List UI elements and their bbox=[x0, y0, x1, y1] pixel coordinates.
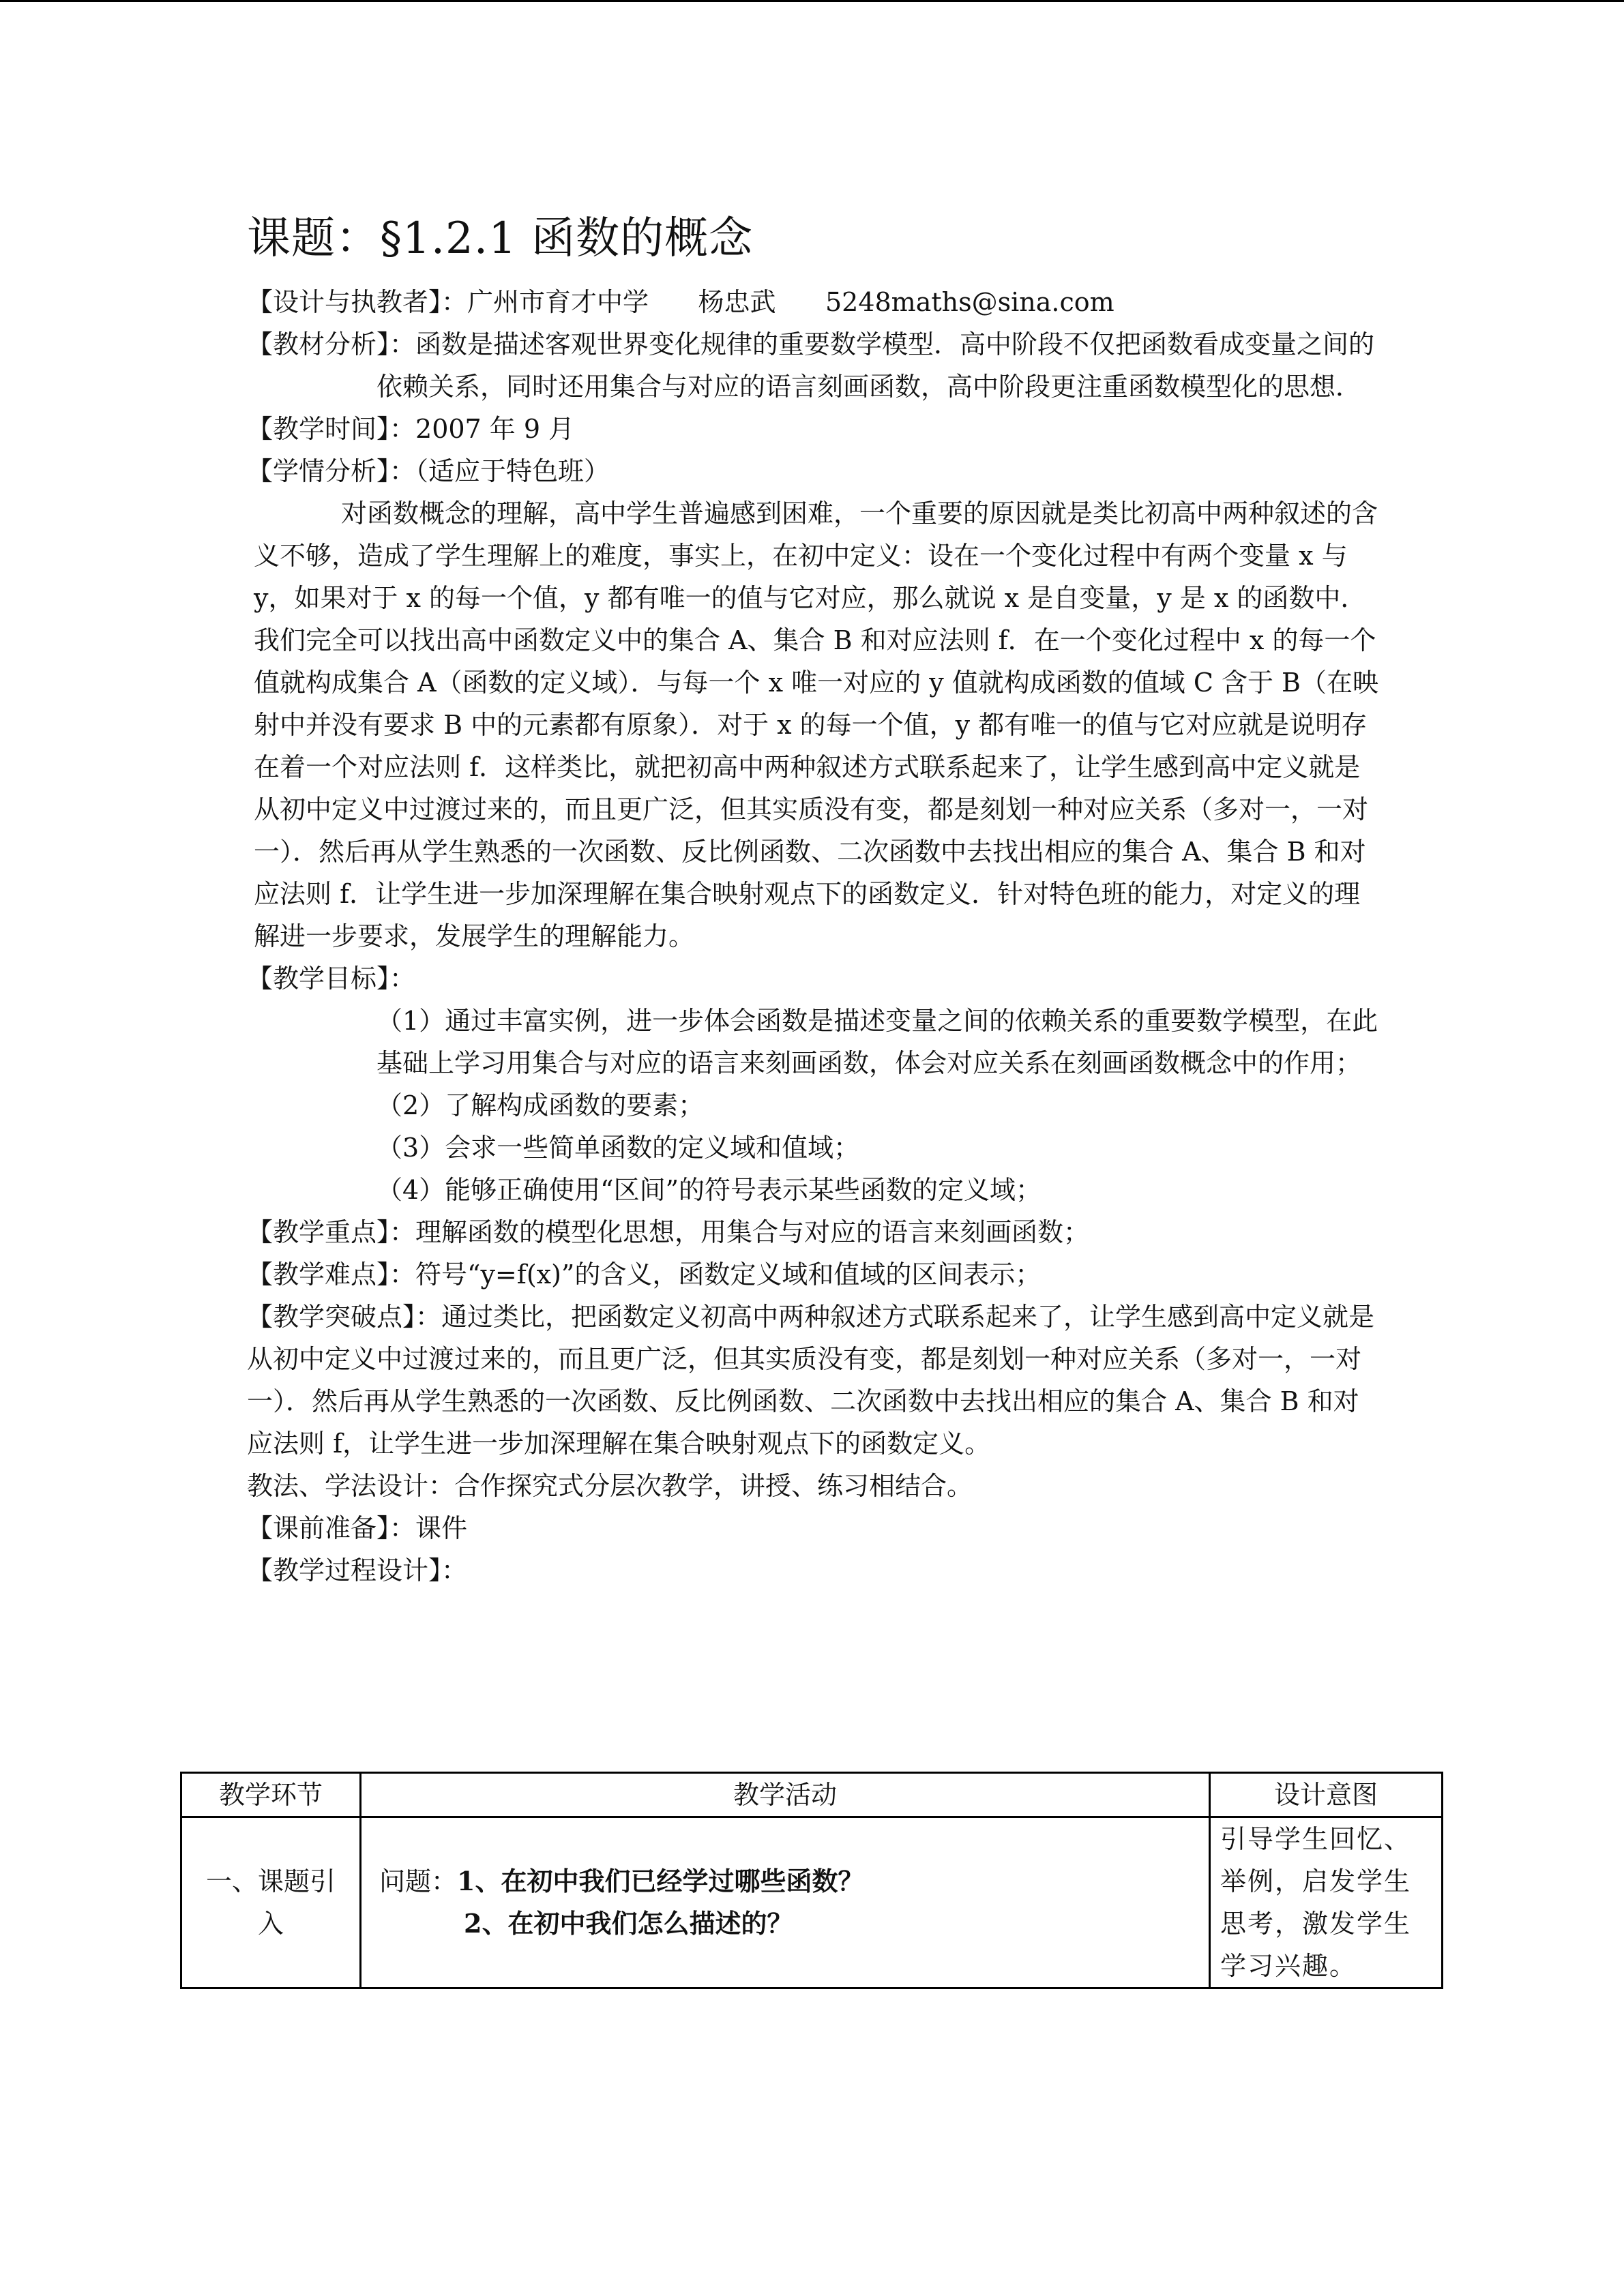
question-1-text: 1、在初中我们已经学过哪些函数？ bbox=[457, 1866, 864, 1896]
stage-cell: 一、课题引入 bbox=[181, 1817, 361, 1988]
goal-item: （4）能够正确使用“区间”的符号表示某些函数的定义域； bbox=[377, 1175, 1042, 1205]
key-label: 【教学重点】： bbox=[247, 1217, 416, 1247]
goal-item: （2）了解构成函数的要素； bbox=[377, 1090, 705, 1120]
breakthrough-value: 通过类比，把函数定义初高中两种叙述方式联系起来了，让学生感到高中定义就是从初中定义中过渡过来的，而且更广泛，但其实质没有变，都是刻划一种对应关系（多对一，一对一）．然后再从学生熟悉的一次函数、反比例函数、二次函数中去找出相应的集合 A、集合 B 和对应法则 f，让学生进一步加深理解在集合映射观点下的函数定义。 bbox=[247, 1302, 1375, 1459]
activity-cell bbox=[361, 1817, 1210, 1988]
difficult-label: 【教学难点】： bbox=[247, 1259, 416, 1289]
prep-value: 课件 bbox=[415, 1513, 468, 1543]
goal-item: （3）会求一些简单函数的定义域和值域； bbox=[377, 1133, 860, 1163]
header-stage: 教学环节 bbox=[181, 1773, 361, 1817]
goals-heading: 【教学目标】： bbox=[247, 964, 416, 994]
teaching-time bbox=[247, 408, 1379, 450]
intent-cell: 引导学生回忆、举例，启发学生思考，激发学生学习兴趣。 bbox=[1210, 1817, 1443, 1988]
key-point bbox=[247, 1211, 1379, 1253]
teaching-process-table bbox=[180, 1772, 1443, 1989]
textbook-analysis bbox=[247, 323, 1379, 408]
difficult-value: 符号“y=f(x)”的含义，函数定义域和值域的区间表示； bbox=[415, 1259, 1042, 1289]
breakthrough-point bbox=[247, 1296, 1379, 1465]
table-row bbox=[181, 1817, 1443, 1988]
students-label: 【学情分析】： bbox=[247, 456, 416, 486]
table-header-row bbox=[181, 1773, 1443, 1817]
student-analysis bbox=[247, 450, 1379, 492]
time-label: 【教学时间】： bbox=[247, 414, 416, 444]
question-2: 2、在初中我们怎么描述的？ bbox=[464, 1908, 793, 1939]
difficult-point bbox=[247, 1253, 1379, 1296]
time-value: 2007 年 9 月 bbox=[415, 414, 575, 444]
designer-label: 【设计与执教者】： bbox=[247, 287, 468, 317]
key-value: 理解函数的模型化思想，用集合与对应的语言来刻画函数； bbox=[415, 1217, 1090, 1247]
designer-value: 广州市育才中学 杨忠武 5248maths@sina.com bbox=[467, 287, 1114, 317]
document-page bbox=[247, 205, 1379, 1592]
page-title: 课题：§1.2.1 函数的概念 bbox=[247, 213, 754, 264]
textbook-label: 【教材分析】： bbox=[247, 329, 416, 359]
method-line: 教法、学法设计：合作探究式分层次教学，讲授、练习相结合。 bbox=[247, 1471, 973, 1501]
student-analysis-paragraph: 对函数概念的理解，高中学生普遍感到困难，一个重要的原因就是类比初高中两种叙述的含义不够，造成了学生理解上的难度，事实上，在初中定义：设在一个变化过程中有两个变量 x 与 y，如果对于 x 的每一个值，y 都有唯一的值与它对应，那么就说 x 是自变量，y 是 x 的函数中．我们完全可以找出高中函数定义中的集合 A、集合 B 和对应法则 f．在一个变化过程中 x 的每一个值就构成集合 A（函数的定义域）．与每一个 x 唯一对应的 y 值就构成函数的值域 C 含于 B（在映射中并没有要求 B 中的元素都有原象）．对于 x 的每一个值，y 都有唯一的值与它对应就是说明存在着一个对应法则 f．这样类比，就把初高中两种叙述方式联系起来了，让学生感到高中定义就是从初中定义中过渡过来的，而且更广泛，但其实质没有变，都是刻划一种对应关系（多对一，一对一）．然后再从学生熟悉的一次函数、反比例函数、二次函数中去找出相应的集合 A、集合 B 和对应法则 f．让学生进一步加深理解在集合映射观点下的函数定义．针对特色班的能力，对定义的理解进一步要求，发展学生的理解能力。 bbox=[254, 498, 1378, 951]
question-1 bbox=[379, 1860, 1199, 1903]
header-intent: 设计意图 bbox=[1210, 1773, 1443, 1817]
breakthrough-label: 【教学突破点】： bbox=[247, 1302, 442, 1332]
question-prefix: 问题： bbox=[379, 1866, 458, 1896]
goal-item: （1）通过丰富实例，进一步体会函数是描述变量之间的依赖关系的重要数学模型，在此基础上学习用集合与对应的语言来刻画函数，体会对应关系在刻画函数概念中的作用； bbox=[377, 1006, 1378, 1078]
top-border-line bbox=[0, 0, 1624, 2]
header-activity: 教学活动 bbox=[361, 1773, 1210, 1817]
designer-line bbox=[247, 281, 1379, 323]
process-heading: 【教学过程设计】： bbox=[247, 1555, 468, 1585]
textbook-value: 函数是描述客观世界变化规律的重要数学模型．高中阶段不仅把函数看成变量之间的依赖关系，同时还用集合与对应的语言刻画函数，高中阶段更注重函数模型化的思想． bbox=[377, 329, 1375, 402]
preparation bbox=[247, 1507, 1379, 1549]
prep-label: 【课前准备】： bbox=[247, 1513, 416, 1543]
students-value: （适应于特色班） bbox=[415, 456, 610, 486]
